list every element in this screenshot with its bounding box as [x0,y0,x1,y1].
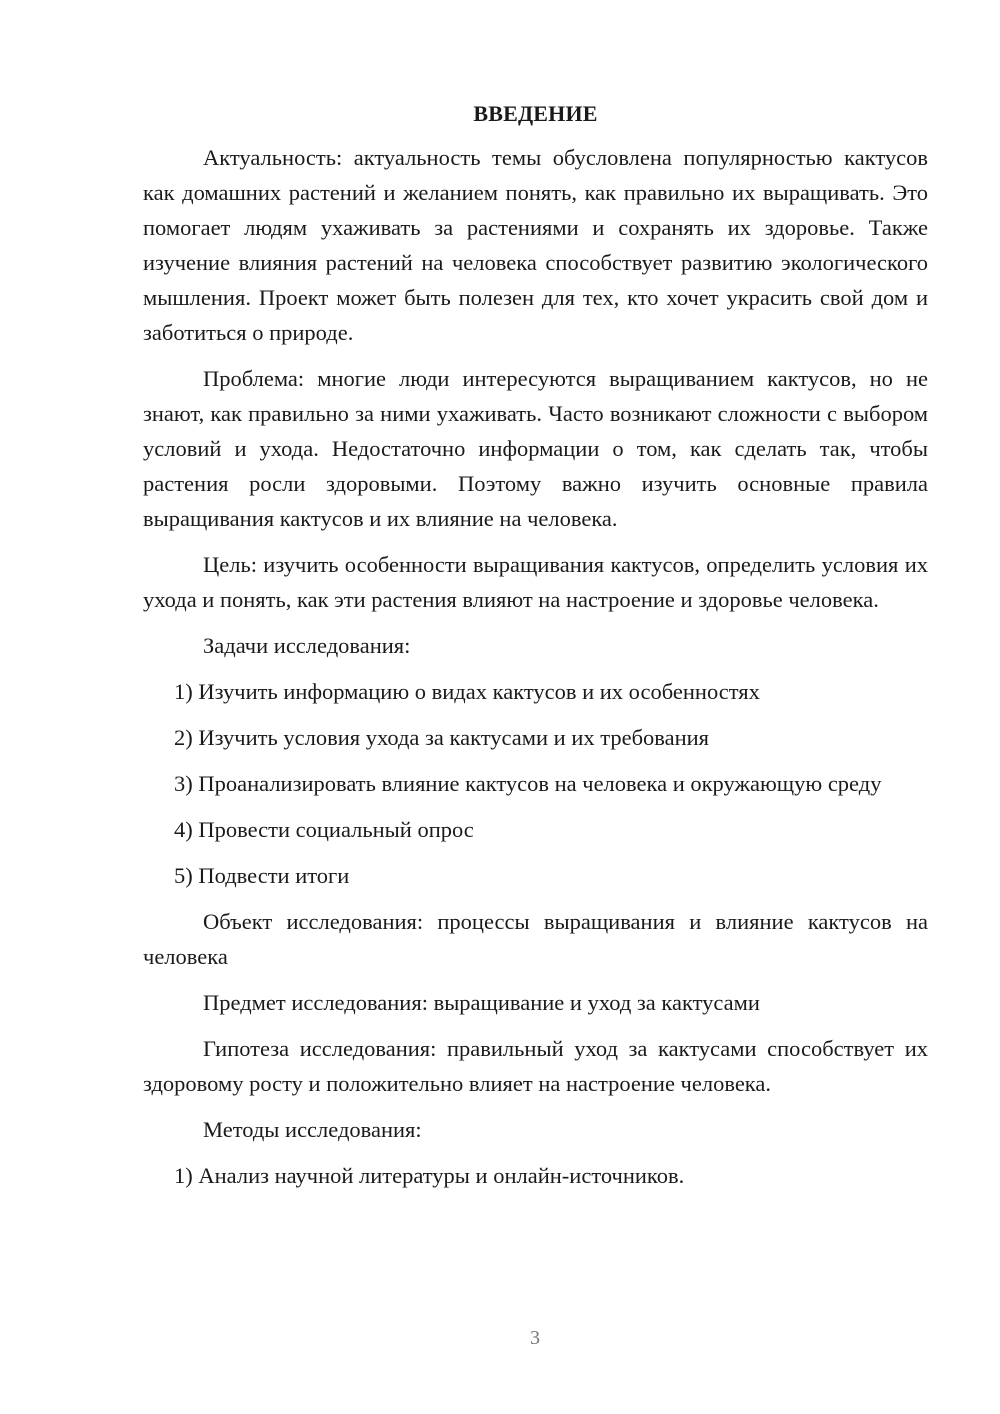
document-page [143,96,928,1204]
relevance-paragraph: Актуальность: актуальность темы обусловлена популярностью кактусов как домашних растений и желанием понять, как правильно их выращивать. Это помогает людям ухаживать за растениями и сохранять их здоровье. Также изучение влияния растений на человека способствует развитию экологического мышления. Проект может быть полезен для тех, кто хочет украсить свой дом и заботиться о природе. [143,145,928,345]
task-item: 3) Проанализировать влияние кактусов на человека и окружающую среду [174,771,882,796]
section-title: ВВЕДЕНИЕ [473,101,598,126]
task-item: 2) Изучить условия ухода за кактусами и их требования [174,725,710,750]
object-paragraph: Объект исследования: процессы выращивания и влияние кактусов на человека [143,909,928,969]
problem-paragraph: Проблема: многие люди интересуются выращиванием кактусов, но не знают, как правильно за ними ухаживать. Часто возникают сложности с выбором условий и ухода. Недостаточно информации о том, как сделать так, чтобы растения росли здоровыми. Поэтому важно изучить основные правила выращивания кактусов и их влияние на человека. [143,366,928,531]
tasks-heading: Задачи исследования: [203,633,411,658]
task-item: 1) Изучить информацию о видах кактусов и их особенностях [174,679,760,704]
subject-paragraph: Предмет исследования: выращивание и уход за кактусами [203,990,760,1015]
page-number: 3 [530,1327,540,1349]
task-item: 5) Подвести итоги [174,863,350,888]
methods-heading: Методы исследования: [203,1117,422,1142]
hypothesis-paragraph: Гипотеза исследования: правильный уход за кактусами способствует их здоровому росту и положительно влияет на настроение человека. [143,1036,928,1096]
method-item: 1) Анализ научной литературы и онлайн-источников. [174,1163,685,1188]
goal-paragraph: Цель: изучить особенности выращивания кактусов, определить условия их ухода и понять, как эти растения влияют на настроение и здоровье человека. [143,552,928,612]
task-item: 4) Провести социальный опрос [174,817,474,842]
